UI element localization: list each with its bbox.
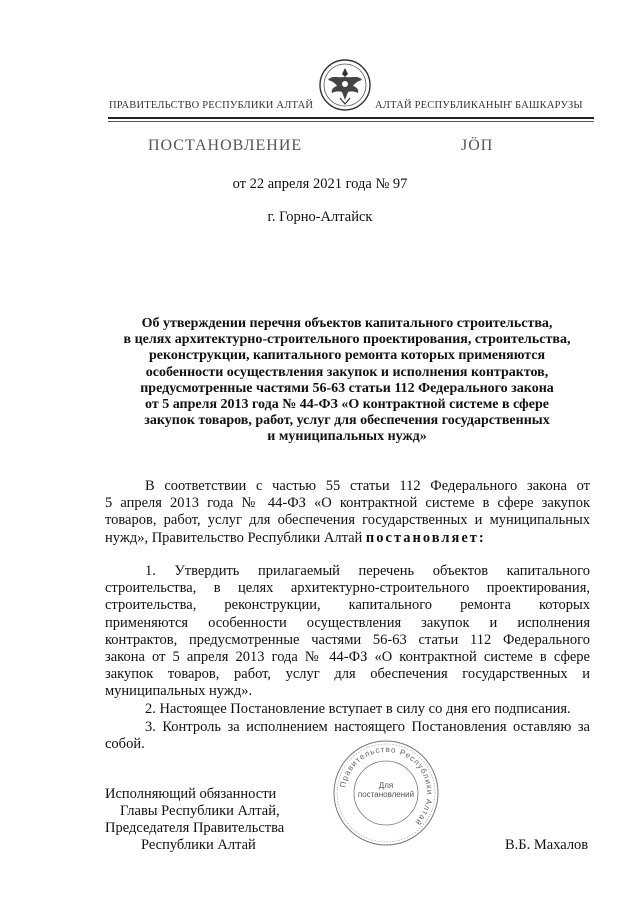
signer-position-line: Исполняющий обязанности [105, 786, 277, 802]
signer-position [105, 786, 284, 854]
paragraph-line [105, 530, 590, 547]
item-1-paragraph [105, 563, 590, 701]
item-2-paragraph [105, 701, 590, 718]
header-divider [108, 117, 594, 119]
preamble-paragraph [105, 478, 590, 547]
paragraph-line: контрактов, предусмотренные частями 56-63 статьи 112 Федерального [105, 631, 590, 648]
paragraph-line: 3. Контроль за исполнением настоящего Постановления оставляю за [145, 719, 590, 735]
document-city: г. Горно-Алтайск [267, 209, 373, 225]
stamp-ring-text: Правительство Республики Алтай [338, 744, 435, 828]
paragraph-line: закона от 5 апреля 2013 года № 44-ФЗ «О контрактной системе в сфере [105, 649, 590, 666]
paragraph-line: строительства, в целях архитектурно-строительного проектирования, [105, 580, 590, 597]
document-type-altai: ЈӦП [461, 137, 494, 154]
paragraph-line: строительства, реконструкции, капитального ремонта которых [105, 597, 590, 614]
document-type-russian: ПОСТАНОВЛЕНИЕ [148, 137, 303, 154]
title-line: в целях архитектурно-строительного проектирования, строительства, [123, 332, 571, 348]
document-title [104, 316, 590, 446]
title-line: и муниципальных нужд» [267, 429, 427, 445]
paragraph-line: В соответствии с частью 55 статьи 112 Федерального закона от [145, 478, 590, 494]
paragraph-line: 2. Настоящее Постановление вступает в силу со дня его подписания. [145, 701, 571, 717]
title-line: реконструкции, капитального ремонта которых применяются [148, 348, 546, 364]
paragraph-line: собой. [105, 736, 145, 753]
paragraph-line: товаров, работ, услуг для обеспечения государственных и муниципальных [105, 512, 590, 529]
stamp-center-text [331, 781, 441, 799]
stamp-center-line: постановлений [357, 790, 415, 799]
paragraph-line: закупок товаров, работ, услуг для обеспечения государственных и [105, 666, 590, 683]
paragraph-line: применяются особенности осуществления закупок и исполнения [105, 614, 590, 631]
title-line: Об утверждении перечня объектов капитального строительства, [141, 316, 553, 331]
signer-position-line: Председателя Правительства [105, 820, 285, 836]
title-line: закупок товаров, работ, услуг для обеспечения государственных [144, 413, 550, 429]
document-date-number: от 22 апреля 2021 года № 97 [232, 176, 408, 192]
government-name-russian: ПРАВИТЕЛЬСТВО РЕСПУБЛИКИ АЛТАЙ [109, 100, 314, 111]
preamble-text: нужд», Правительство Республики Алтай [105, 529, 363, 546]
paragraph-line: 5 апреля 2013 года № 44-ФЗ «О контрактной системе в сфере закупок [105, 495, 590, 512]
title-line: предусмотренные частями 56-63 статьи 112 Федерального закона [140, 380, 554, 396]
republic-emblem-icon [318, 58, 372, 112]
header-divider-thin [108, 121, 594, 122]
signer-position-line: Республики Алтай [141, 837, 256, 853]
title-line: от 5 апреля 2013 года № 44-ФЗ «О контрактной системе в сфере [145, 397, 549, 413]
paragraph-line: 1. Утвердить прилагаемый перечень объектов капитального [145, 563, 590, 579]
paragraph-line: муниципальных нужд». [105, 683, 253, 700]
stamp-center-line: Для [378, 781, 394, 790]
title-line: особенности осуществления закупок и исполнения контрактов, [145, 364, 549, 380]
decree-word: постановляет: [365, 529, 486, 546]
signer-position-line: Главы Республики Алтай, [120, 803, 280, 819]
government-name-altai: АЛТАЙ РЕСПУБЛИКАНЫҤ БАШКАРУЗЫ [375, 100, 583, 111]
signer-name: В.Б. Махалов [505, 837, 589, 853]
